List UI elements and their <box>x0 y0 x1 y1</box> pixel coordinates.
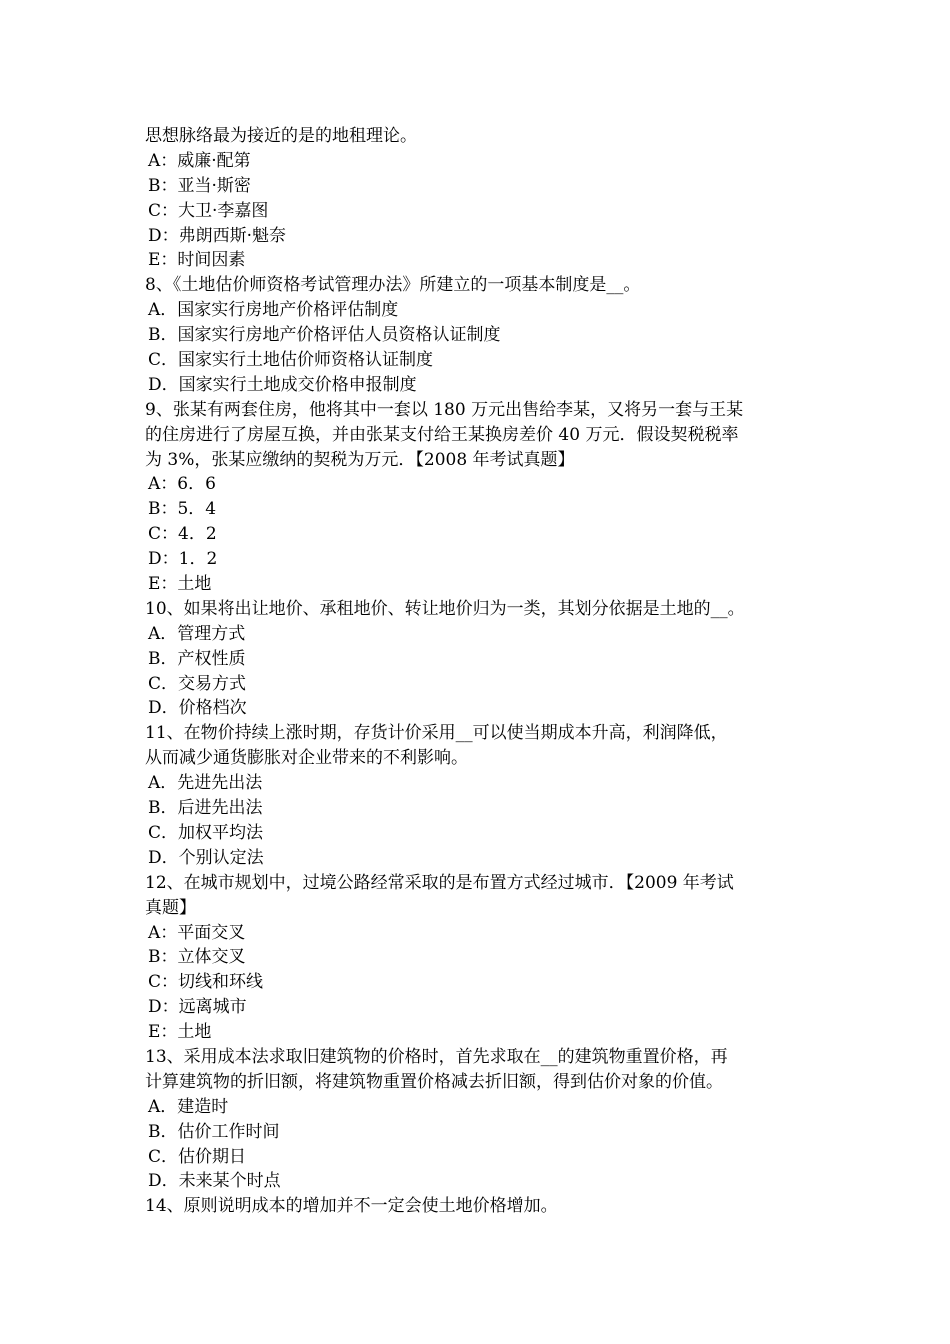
answer-option-line: A．管理方式 <box>148 623 246 644</box>
answer-option-line: C．估价期日 <box>148 1146 247 1167</box>
answer-option-line: B：立体交叉 <box>148 947 246 968</box>
answer-option-line: A．建造时 <box>148 1096 229 1117</box>
question-text-line: 14、原则说明成本的增加并不一定会使土地价格增加。 <box>145 1196 558 1217</box>
answer-option-line: C．加权平均法 <box>148 822 264 843</box>
answer-option-line: D：1．2 <box>148 549 218 570</box>
question-text-line: 10、如果将出让地价、承租地价、转让地价归为一类，其划分依据是土地的__。 <box>145 598 745 619</box>
answer-option-line: E：时间因素 <box>148 250 246 271</box>
question-text-line: 思想脉络最为接近的是的地租理论。 <box>145 126 417 146</box>
answer-option-line: C．国家实行土地估价师资格认证制度 <box>148 350 434 371</box>
answer-option-line: B．后进先出法 <box>148 798 263 819</box>
question-text-line: 8、《土地估价师资格考试管理办法》所建立的一项基本制度是__。 <box>145 275 641 296</box>
answer-option-line: B．国家实行房地产价格评估人员资格认证制度 <box>148 325 501 346</box>
answer-option-line: A：威廉·配第 <box>148 150 251 171</box>
answer-option-line: E：土地 <box>148 574 212 595</box>
answer-option-line: A：6．6 <box>148 474 216 495</box>
answer-option-line: C：切线和环线 <box>148 972 264 993</box>
answer-option-line: D：远离城市 <box>148 997 247 1018</box>
answer-option-line: D：弗朗西斯·魁奈 <box>148 225 287 246</box>
answer-option-line: A．先进先出法 <box>148 773 263 794</box>
question-text-line: 13、采用成本法求取旧建筑物的价格时，首先求取在__的建筑物重置价格，再 <box>145 1046 728 1067</box>
question-text-line: 12、在城市规划中，过境公路经常采取的是布置方式经过城市．【2009 年考试 <box>145 872 734 893</box>
question-text-line: 11、在物价持续上涨时期，存货计价采用__可以使当期成本升高，利润降低， <box>145 723 728 744</box>
answer-option-line: B．估价工作时间 <box>148 1121 280 1142</box>
answer-option-line: B：5．4 <box>148 499 217 520</box>
answer-option-line: D．国家实行土地成交价格申报制度 <box>148 374 417 395</box>
answer-option-line: C．交易方式 <box>148 673 247 694</box>
answer-option-line: C：4．2 <box>148 524 217 545</box>
answer-option-line: B：亚当·斯密 <box>148 175 251 196</box>
answer-option-line: A：平面交叉 <box>148 922 246 943</box>
question-text-line: 计算建筑物的折旧额，将建筑物重置价格减去折旧额，得到估价对象的价值。 <box>145 1071 723 1092</box>
document-page <box>145 124 810 1219</box>
question-text-line: 为 3%，张某应缴纳的契税为万元．【2008 年考试真题】 <box>145 449 575 470</box>
answer-option-line: D．未来某个时点 <box>148 1171 281 1192</box>
answer-option-line: A．国家实行房地产价格评估制度 <box>148 300 399 321</box>
answer-option-line: B．产权性质 <box>148 648 246 669</box>
question-text-line: 真题】 <box>145 897 196 918</box>
answer-option-line: D．个别认定法 <box>148 847 264 868</box>
question-text-line: 的住房进行了房屋互换，并由张某支付给王某换房差价 40 万元．假设契税税率 <box>145 424 739 445</box>
answer-option-line: C：大卫·李嘉图 <box>148 200 269 221</box>
answer-option-line: E：土地 <box>148 1022 212 1043</box>
question-text-line: 从而减少通货膨胀对企业带来的不利影响。 <box>145 748 468 769</box>
answer-option-line: D．价格档次 <box>148 698 247 719</box>
question-text-line: 9、张某有两套住房，他将其中一套以 180 万元出售给李某，又将另一套与王某 <box>145 399 744 420</box>
